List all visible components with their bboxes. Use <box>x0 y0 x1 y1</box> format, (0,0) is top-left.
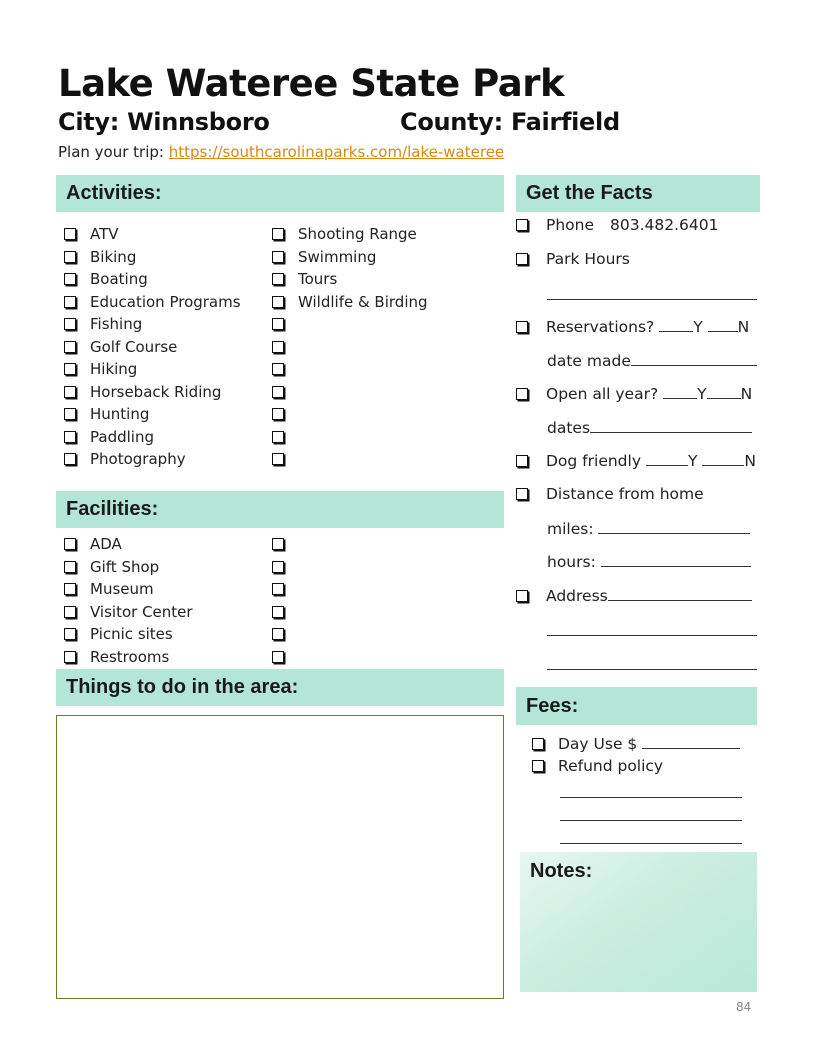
reservations-no-line[interactable] <box>708 317 738 332</box>
checkbox[interactable] <box>272 538 284 550</box>
activity-item-label: Biking <box>90 247 137 266</box>
reservations-y: Y <box>693 318 703 336</box>
checkbox[interactable] <box>64 363 76 375</box>
checkbox[interactable] <box>272 318 284 330</box>
day-use-line[interactable] <box>642 734 740 749</box>
phone-value: 803.482.6401 <box>610 216 719 234</box>
activity-item[interactable] <box>64 313 241 336</box>
things-to-do-box[interactable] <box>56 715 504 999</box>
checkbox[interactable] <box>64 341 76 353</box>
dog-yes-line[interactable] <box>646 451 688 466</box>
activity-item-label: ATV <box>90 225 119 243</box>
address-row <box>516 586 752 605</box>
checkbox[interactable] <box>272 628 284 640</box>
facility-item[interactable] <box>272 533 298 556</box>
address-line-2[interactable] <box>547 621 757 640</box>
open-all-year-label: Open all year? <box>546 385 659 403</box>
city-label: City: Winnsboro <box>58 108 270 136</box>
checkbox[interactable] <box>272 296 284 308</box>
facilities-header: Facilities: <box>56 491 504 528</box>
activity-item[interactable] <box>272 448 428 471</box>
page-number: 84 <box>736 1000 752 1014</box>
reservations-yes-line[interactable] <box>659 317 693 332</box>
open-all-year-checkbox[interactable] <box>516 388 528 400</box>
dates-row <box>547 418 752 437</box>
activities-header: Activities: <box>56 175 504 212</box>
activity-item[interactable] <box>64 291 241 314</box>
checkbox[interactable] <box>64 386 76 398</box>
activity-item[interactable] <box>272 403 428 426</box>
things-to-do-header: Things to do in the area: <box>56 669 504 706</box>
refund-checkbox[interactable] <box>532 760 544 772</box>
activity-item-label: Hiking <box>90 360 138 378</box>
miles-row <box>547 519 750 538</box>
notes-heading: Notes: <box>530 860 593 882</box>
open-all-year-row <box>516 384 752 403</box>
open-no-line[interactable] <box>707 384 741 399</box>
activity-item[interactable] <box>64 223 241 246</box>
checkbox[interactable] <box>272 408 284 420</box>
distance-row <box>516 485 704 503</box>
facility-item-label: Visitor Center <box>90 602 193 621</box>
checkbox[interactable] <box>64 318 76 330</box>
checkbox[interactable] <box>64 296 76 308</box>
day-use-row <box>532 734 740 753</box>
facility-item-label: Museum <box>90 580 154 598</box>
miles-line[interactable] <box>598 519 750 534</box>
activity-item[interactable] <box>272 246 428 269</box>
checkbox[interactable] <box>272 431 284 443</box>
activity-item[interactable] <box>64 336 241 359</box>
facility-item[interactable] <box>272 623 298 646</box>
plan-trip-label: Plan your trip: <box>58 143 169 161</box>
dog-no-line[interactable] <box>702 451 744 466</box>
dog-y: Y <box>687 452 698 470</box>
activities-col1 <box>64 223 241 471</box>
address-line-1[interactable] <box>608 586 752 601</box>
facility-item-label: Picnic sites <box>90 625 173 643</box>
activity-item[interactable] <box>64 268 241 291</box>
activity-item[interactable] <box>272 426 428 449</box>
checkbox[interactable] <box>64 606 76 618</box>
distance-label: Distance from home <box>546 485 704 503</box>
checkbox[interactable] <box>272 363 284 375</box>
park-hours-row <box>516 250 630 268</box>
distance-checkbox[interactable] <box>516 488 528 500</box>
dog-friendly-label: Dog friendly <box>546 452 641 470</box>
activity-item-label: Swimming <box>298 247 377 266</box>
activity-item-label: Fishing <box>90 315 143 333</box>
checkbox[interactable] <box>64 273 76 285</box>
dog-n: N <box>744 452 756 470</box>
date-made-row <box>547 351 757 370</box>
refund-line-2[interactable] <box>560 806 742 825</box>
activity-item-label: Photography <box>90 450 186 468</box>
refund-label: Refund policy <box>558 757 664 775</box>
facility-item[interactable] <box>272 556 298 579</box>
activity-item[interactable] <box>272 268 428 291</box>
phone-row <box>516 216 719 234</box>
activity-item[interactable] <box>64 381 241 404</box>
dog-friendly-checkbox[interactable] <box>516 455 528 467</box>
phone-checkbox[interactable] <box>516 219 528 231</box>
facility-item-label: Restrooms <box>90 647 170 666</box>
reservations-checkbox[interactable] <box>516 321 528 333</box>
activity-item-label: Wildlife & Birding <box>298 292 428 311</box>
checkbox[interactable] <box>272 341 284 353</box>
activity-item[interactable] <box>272 223 428 246</box>
open-n: N <box>740 385 753 403</box>
facility-item[interactable] <box>272 578 298 601</box>
facts-header: Get the Facts <box>516 175 760 212</box>
facility-item-label: ADA <box>90 535 122 553</box>
date-made-line[interactable] <box>631 351 757 366</box>
facility-item[interactable] <box>64 601 193 624</box>
activity-item[interactable] <box>272 358 428 381</box>
checkbox[interactable] <box>272 583 284 595</box>
park-hours-checkbox[interactable] <box>516 253 528 265</box>
reservations-label: Reservations? <box>546 318 655 336</box>
activity-item-label: Golf Course <box>90 337 178 356</box>
date-made-label: date made <box>547 352 631 370</box>
hours-row <box>547 552 751 571</box>
checkbox[interactable] <box>64 431 76 443</box>
activities-col2 <box>272 223 428 471</box>
facility-item[interactable] <box>272 646 298 669</box>
reservations-n: N <box>737 318 750 336</box>
activity-item[interactable] <box>272 336 428 359</box>
activity-item-label: Hunting <box>90 405 150 423</box>
facility-item-label: Gift Shop <box>90 557 160 576</box>
checkbox[interactable] <box>64 628 76 640</box>
park-website-link[interactable]: https://southcarolinaparks.com/lake-wateree <box>168 143 505 161</box>
checkbox[interactable] <box>64 561 76 573</box>
day-use-checkbox[interactable] <box>532 738 544 750</box>
checkbox[interactable] <box>64 251 76 263</box>
county-label: County: Fairfield <box>400 108 620 136</box>
dates-line[interactable] <box>590 418 752 433</box>
facility-item[interactable] <box>64 556 193 579</box>
hours-line[interactable] <box>601 552 751 567</box>
checkbox[interactable] <box>64 583 76 595</box>
checkbox[interactable] <box>272 228 284 240</box>
notes-box[interactable] <box>520 852 757 992</box>
facilities-col1 <box>64 533 193 668</box>
refund-line-1[interactable] <box>560 783 742 802</box>
checkbox[interactable] <box>272 651 284 663</box>
open-y: Y <box>697 385 707 403</box>
checkbox[interactable] <box>64 408 76 420</box>
facility-item[interactable] <box>64 623 193 646</box>
refund-line-3[interactable] <box>560 829 742 848</box>
dates-label: dates <box>547 419 591 437</box>
checkbox[interactable] <box>64 453 76 465</box>
checkbox[interactable] <box>272 273 284 285</box>
activity-item[interactable] <box>64 426 241 449</box>
checkbox[interactable] <box>272 251 284 263</box>
day-use-label: Day Use $ <box>558 735 638 753</box>
dog-friendly-row <box>516 451 756 470</box>
activity-item[interactable] <box>64 448 241 471</box>
address-checkbox[interactable] <box>516 590 528 602</box>
open-yes-line[interactable] <box>663 384 697 399</box>
facility-item[interactable] <box>64 578 193 601</box>
hours-label: hours: <box>547 553 596 571</box>
activity-item-label: Education Programs <box>90 292 241 311</box>
activity-item-label: Shooting Range <box>298 225 417 243</box>
park-hours-label: Park Hours <box>546 250 630 268</box>
address-label: Address <box>546 587 608 605</box>
checkbox[interactable] <box>272 561 284 573</box>
activity-item-label: Tours <box>298 270 338 288</box>
miles-label: miles: <box>547 520 594 538</box>
plan-trip-line <box>58 143 504 161</box>
checkbox[interactable] <box>272 453 284 465</box>
checkbox[interactable] <box>64 228 76 240</box>
facility-item[interactable] <box>64 533 193 556</box>
activity-item[interactable] <box>272 291 428 314</box>
facility-item[interactable] <box>272 601 298 624</box>
refund-row <box>532 757 663 775</box>
reservations-row <box>516 317 749 336</box>
fees-header: Fees: <box>516 687 757 725</box>
facilities-col2 <box>272 533 298 668</box>
activity-item[interactable] <box>272 313 428 336</box>
activity-item[interactable] <box>64 358 241 381</box>
activity-item[interactable] <box>272 381 428 404</box>
activity-item-label: Boating <box>90 270 148 288</box>
park-hours-line[interactable] <box>547 285 757 304</box>
activity-item[interactable] <box>64 246 241 269</box>
checkbox[interactable] <box>272 386 284 398</box>
address-line-3[interactable] <box>547 655 757 674</box>
park-title: Lake Wateree State Park <box>58 62 565 105</box>
facility-item[interactable] <box>64 646 193 669</box>
phone-label: Phone <box>546 216 595 234</box>
activity-item-label: Paddling <box>90 427 154 446</box>
activity-item[interactable] <box>64 403 241 426</box>
checkbox[interactable] <box>64 651 76 663</box>
checkbox[interactable] <box>272 606 284 618</box>
activity-item-label: Horseback Riding <box>90 382 222 401</box>
checkbox[interactable] <box>64 538 76 550</box>
